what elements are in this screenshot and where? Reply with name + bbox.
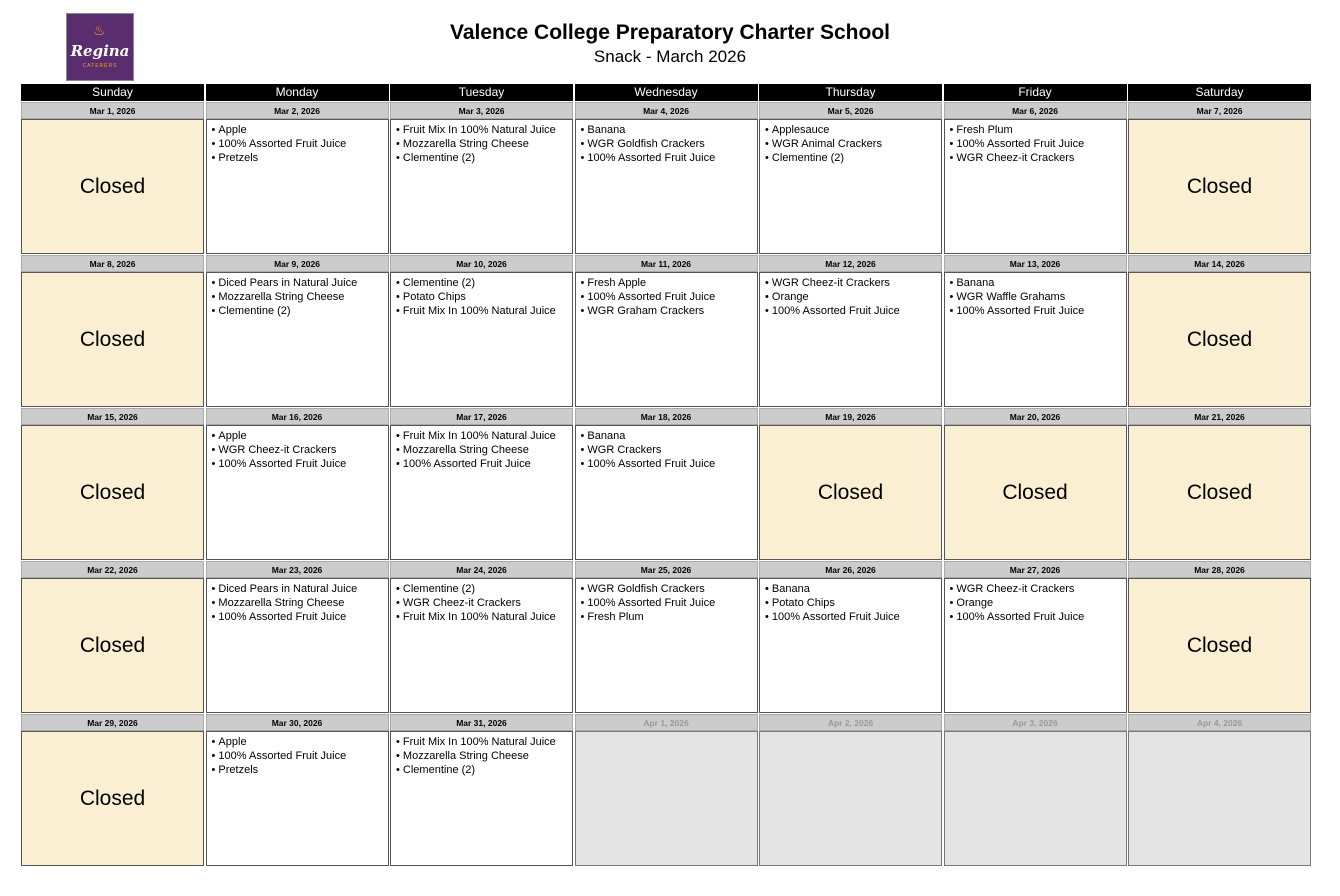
menu-item: • Mozzarella String Cheese [212,290,388,304]
menu-item: • Fresh Plum [950,123,1126,137]
calendar-day [944,561,1127,714]
menu-body [390,578,573,713]
menu-items [945,579,1126,624]
page-title: Valence College Preparatory Charter School [450,21,890,44]
menu-item: • Mozzarella String Cheese [396,137,572,151]
closed-label: Closed [21,119,204,254]
menu-items [207,732,388,777]
calendar-weeks [21,102,1311,867]
calendar-day [21,408,204,561]
calendar-day [575,408,758,561]
day-date: Mar 24, 2026 [390,561,573,578]
menu-body [575,272,758,407]
chef-hat-icon: ♨ [93,23,106,39]
calendar-day [21,714,204,867]
menu-item: • Fruit Mix In 100% Natural Juice [396,610,572,624]
closed-label: Closed [944,425,1127,560]
calendar-day [759,714,942,867]
menu-item: • Fruit Mix In 100% Natural Juice [396,123,572,137]
day-date: Mar 6, 2026 [944,102,1127,119]
calendar-week [21,102,1311,255]
menu-item: • Clementine (2) [396,151,572,165]
day-date: Mar 25, 2026 [575,561,758,578]
menu-item: • WGR Cheez-it Crackers [950,151,1126,165]
closed-label: Closed [21,425,204,560]
empty-day-body [759,731,942,866]
calendar-day [390,255,573,408]
menu-item: • Applesauce [765,123,941,137]
menu-item: • WGR Goldfish Crackers [581,137,757,151]
menu-item: • WGR Cheez-it Crackers [950,582,1126,596]
calendar-day [575,561,758,714]
menu-item: • 100% Assorted Fruit Juice [581,290,757,304]
menu-item: • WGR Cheez-it Crackers [396,596,572,610]
menu-items [391,732,572,777]
calendar [21,84,1311,867]
calendar-day [759,561,942,714]
day-date: Mar 28, 2026 [1128,561,1311,578]
menu-item: • Apple [212,429,388,443]
day-date: Mar 20, 2026 [944,408,1127,425]
menu-body [575,425,758,560]
menu-items [207,273,388,318]
day-date: Apr 3, 2026 [944,714,1127,731]
logo-brand: Regina [70,42,130,60]
menu-body [390,731,573,866]
day-date: Mar 2, 2026 [206,102,389,119]
calendar-day [206,255,389,408]
day-date: Apr 2, 2026 [759,714,942,731]
menu-item: • 100% Assorted Fruit Juice [765,610,941,624]
menu-items [207,426,388,471]
menu-items [945,273,1126,318]
menu-items [576,273,757,318]
menu-body [390,119,573,254]
calendar-day [944,255,1127,408]
menu-body [390,272,573,407]
day-date: Mar 18, 2026 [575,408,758,425]
weekday-header: Monday [206,84,389,101]
menu-item: • Mozzarella String Cheese [396,749,572,763]
menu-item: • 100% Assorted Fruit Juice [212,749,388,763]
menu-body [206,578,389,713]
calendar-day [575,102,758,255]
day-date: Mar 31, 2026 [390,714,573,731]
closed-label: Closed [21,731,204,866]
menu-item: • Clementine (2) [765,151,941,165]
menu-body [390,425,573,560]
menu-items [207,120,388,165]
menu-items [391,120,572,165]
calendar-day [944,102,1127,255]
closed-label: Closed [1128,119,1311,254]
menu-item: • 100% Assorted Fruit Juice [765,304,941,318]
menu-item: • WGR Cheez-it Crackers [212,443,388,457]
day-date: Mar 30, 2026 [206,714,389,731]
calendar-day [206,714,389,867]
menu-item: • Clementine (2) [396,763,572,777]
menu-item: • 100% Assorted Fruit Juice [581,596,757,610]
day-date: Mar 11, 2026 [575,255,758,272]
menu-item: • WGR Animal Crackers [765,137,941,151]
calendar-day [1128,561,1311,714]
calendar-day [575,714,758,867]
menu-item: • Mozzarella String Cheese [212,596,388,610]
calendar-week [21,255,1311,408]
menu-item: • Diced Pears in Natural Juice [212,276,388,290]
menu-body [944,119,1127,254]
menu-item: • Orange [950,596,1126,610]
day-date: Mar 13, 2026 [944,255,1127,272]
menu-item: • Apple [212,123,388,137]
calendar-week [21,408,1311,561]
weekday-header: Thursday [759,84,942,101]
menu-item: • Pretzels [212,151,388,165]
day-date: Mar 19, 2026 [759,408,942,425]
calendar-day [944,714,1127,867]
menu-body [575,578,758,713]
menu-item: • Clementine (2) [396,276,572,290]
menu-item: • Pretzels [212,763,388,777]
menu-item: • 100% Assorted Fruit Juice [581,457,757,471]
calendar-day [390,561,573,714]
menu-item: • Diced Pears in Natural Juice [212,582,388,596]
day-date: Mar 1, 2026 [21,102,204,119]
menu-item: • WGR Waffle Grahams [950,290,1126,304]
day-date: Mar 15, 2026 [21,408,204,425]
calendar-day [21,102,204,255]
menu-body [206,119,389,254]
closed-label: Closed [21,272,204,407]
day-date: Mar 21, 2026 [1128,408,1311,425]
menu-body [944,578,1127,713]
calendar-day [759,102,942,255]
menu-items [576,579,757,624]
menu-items [760,120,941,165]
day-date: Mar 17, 2026 [390,408,573,425]
menu-item: • 100% Assorted Fruit Juice [581,151,757,165]
menu-item: • WGR Graham Crackers [581,304,757,318]
weekday-header: Wednesday [575,84,758,101]
menu-items [760,579,941,624]
menu-body [575,119,758,254]
menu-body [206,272,389,407]
menu-item: • 100% Assorted Fruit Juice [212,137,388,151]
weekday-header: Tuesday [390,84,573,101]
menu-items [945,120,1126,165]
day-date: Apr 1, 2026 [575,714,758,731]
day-date: Mar 27, 2026 [944,561,1127,578]
menu-item: • Fruit Mix In 100% Natural Juice [396,735,572,749]
menu-body [759,272,942,407]
menu-items [760,273,941,318]
menu-item: • 100% Assorted Fruit Juice [212,457,388,471]
closed-label: Closed [21,578,204,713]
menu-item: • 100% Assorted Fruit Juice [950,137,1126,151]
day-date: Mar 12, 2026 [759,255,942,272]
menu-item: • Banana [765,582,941,596]
menu-item: • Banana [950,276,1126,290]
calendar-day [1128,255,1311,408]
day-date: Mar 3, 2026 [390,102,573,119]
day-date: Mar 26, 2026 [759,561,942,578]
calendar-day [575,255,758,408]
calendar-day [21,561,204,714]
weekday-header: Friday [944,84,1127,101]
day-date: Mar 14, 2026 [1128,255,1311,272]
menu-item: • Fruit Mix In 100% Natural Juice [396,304,572,318]
closed-label: Closed [1128,272,1311,407]
calendar-day [1128,714,1311,867]
calendar-day [759,408,942,561]
logo-sub: CATERERS [82,63,118,69]
closed-label: Closed [1128,425,1311,560]
menu-item: • 100% Assorted Fruit Juice [212,610,388,624]
menu-item: • 100% Assorted Fruit Juice [950,304,1126,318]
menu-item: • Mozzarella String Cheese [396,443,572,457]
menu-items [391,273,572,318]
menu-item: • Fresh Apple [581,276,757,290]
day-date: Mar 10, 2026 [390,255,573,272]
menu-body [206,731,389,866]
menu-item: • Orange [765,290,941,304]
weekday-header-row [21,84,1311,101]
menu-item: • Clementine (2) [212,304,388,318]
menu-item: • WGR Cheez-it Crackers [765,276,941,290]
menu-body [206,425,389,560]
empty-day-body [944,731,1127,866]
day-date: Mar 9, 2026 [206,255,389,272]
calendar-day [390,714,573,867]
menu-item: • WGR Goldfish Crackers [581,582,757,596]
empty-day-body [1128,731,1311,866]
menu-items [576,120,757,165]
menu-body [759,578,942,713]
day-date: Mar 8, 2026 [21,255,204,272]
menu-items [391,426,572,471]
page-subtitle: Snack - March 2026 [593,47,747,66]
calendar-day [759,255,942,408]
menu-body [944,272,1127,407]
menu-item: • WGR Crackers [581,443,757,457]
day-date: Mar 22, 2026 [21,561,204,578]
weekday-header: Saturday [1128,84,1311,101]
menu-items [391,579,572,624]
calendar-day [390,408,573,561]
calendar-day [206,561,389,714]
menu-item: • Banana [581,123,757,137]
closed-label: Closed [1128,578,1311,713]
menu-item: • 100% Assorted Fruit Juice [950,610,1126,624]
day-date: Mar 5, 2026 [759,102,942,119]
day-date: Mar 4, 2026 [575,102,758,119]
calendar-day [21,255,204,408]
calendar-day [1128,102,1311,255]
calendar-day [206,102,389,255]
day-date: Mar 7, 2026 [1128,102,1311,119]
weekday-header: Sunday [21,84,204,101]
calendar-day [390,102,573,255]
menu-body [759,119,942,254]
menu-item: • Clementine (2) [396,582,572,596]
closed-label: Closed [759,425,942,560]
menu-item: • Potato Chips [396,290,572,304]
menu-item: • 100% Assorted Fruit Juice [396,457,572,471]
menu-item: • Potato Chips [765,596,941,610]
day-date: Apr 4, 2026 [1128,714,1311,731]
menu-items [207,579,388,624]
day-date: Mar 16, 2026 [206,408,389,425]
menu-items [576,426,757,471]
calendar-week [21,561,1311,714]
menu-item: • Fruit Mix In 100% Natural Juice [396,429,572,443]
menu-item: • Banana [581,429,757,443]
menu-item: • Fresh Plum [581,610,757,624]
empty-day-body [575,731,758,866]
menu-item: • Apple [212,735,388,749]
calendar-day [1128,408,1311,561]
calendar-week [21,714,1311,867]
calendar-day [944,408,1127,561]
day-date: Mar 23, 2026 [206,561,389,578]
day-date: Mar 29, 2026 [21,714,204,731]
calendar-day [206,408,389,561]
